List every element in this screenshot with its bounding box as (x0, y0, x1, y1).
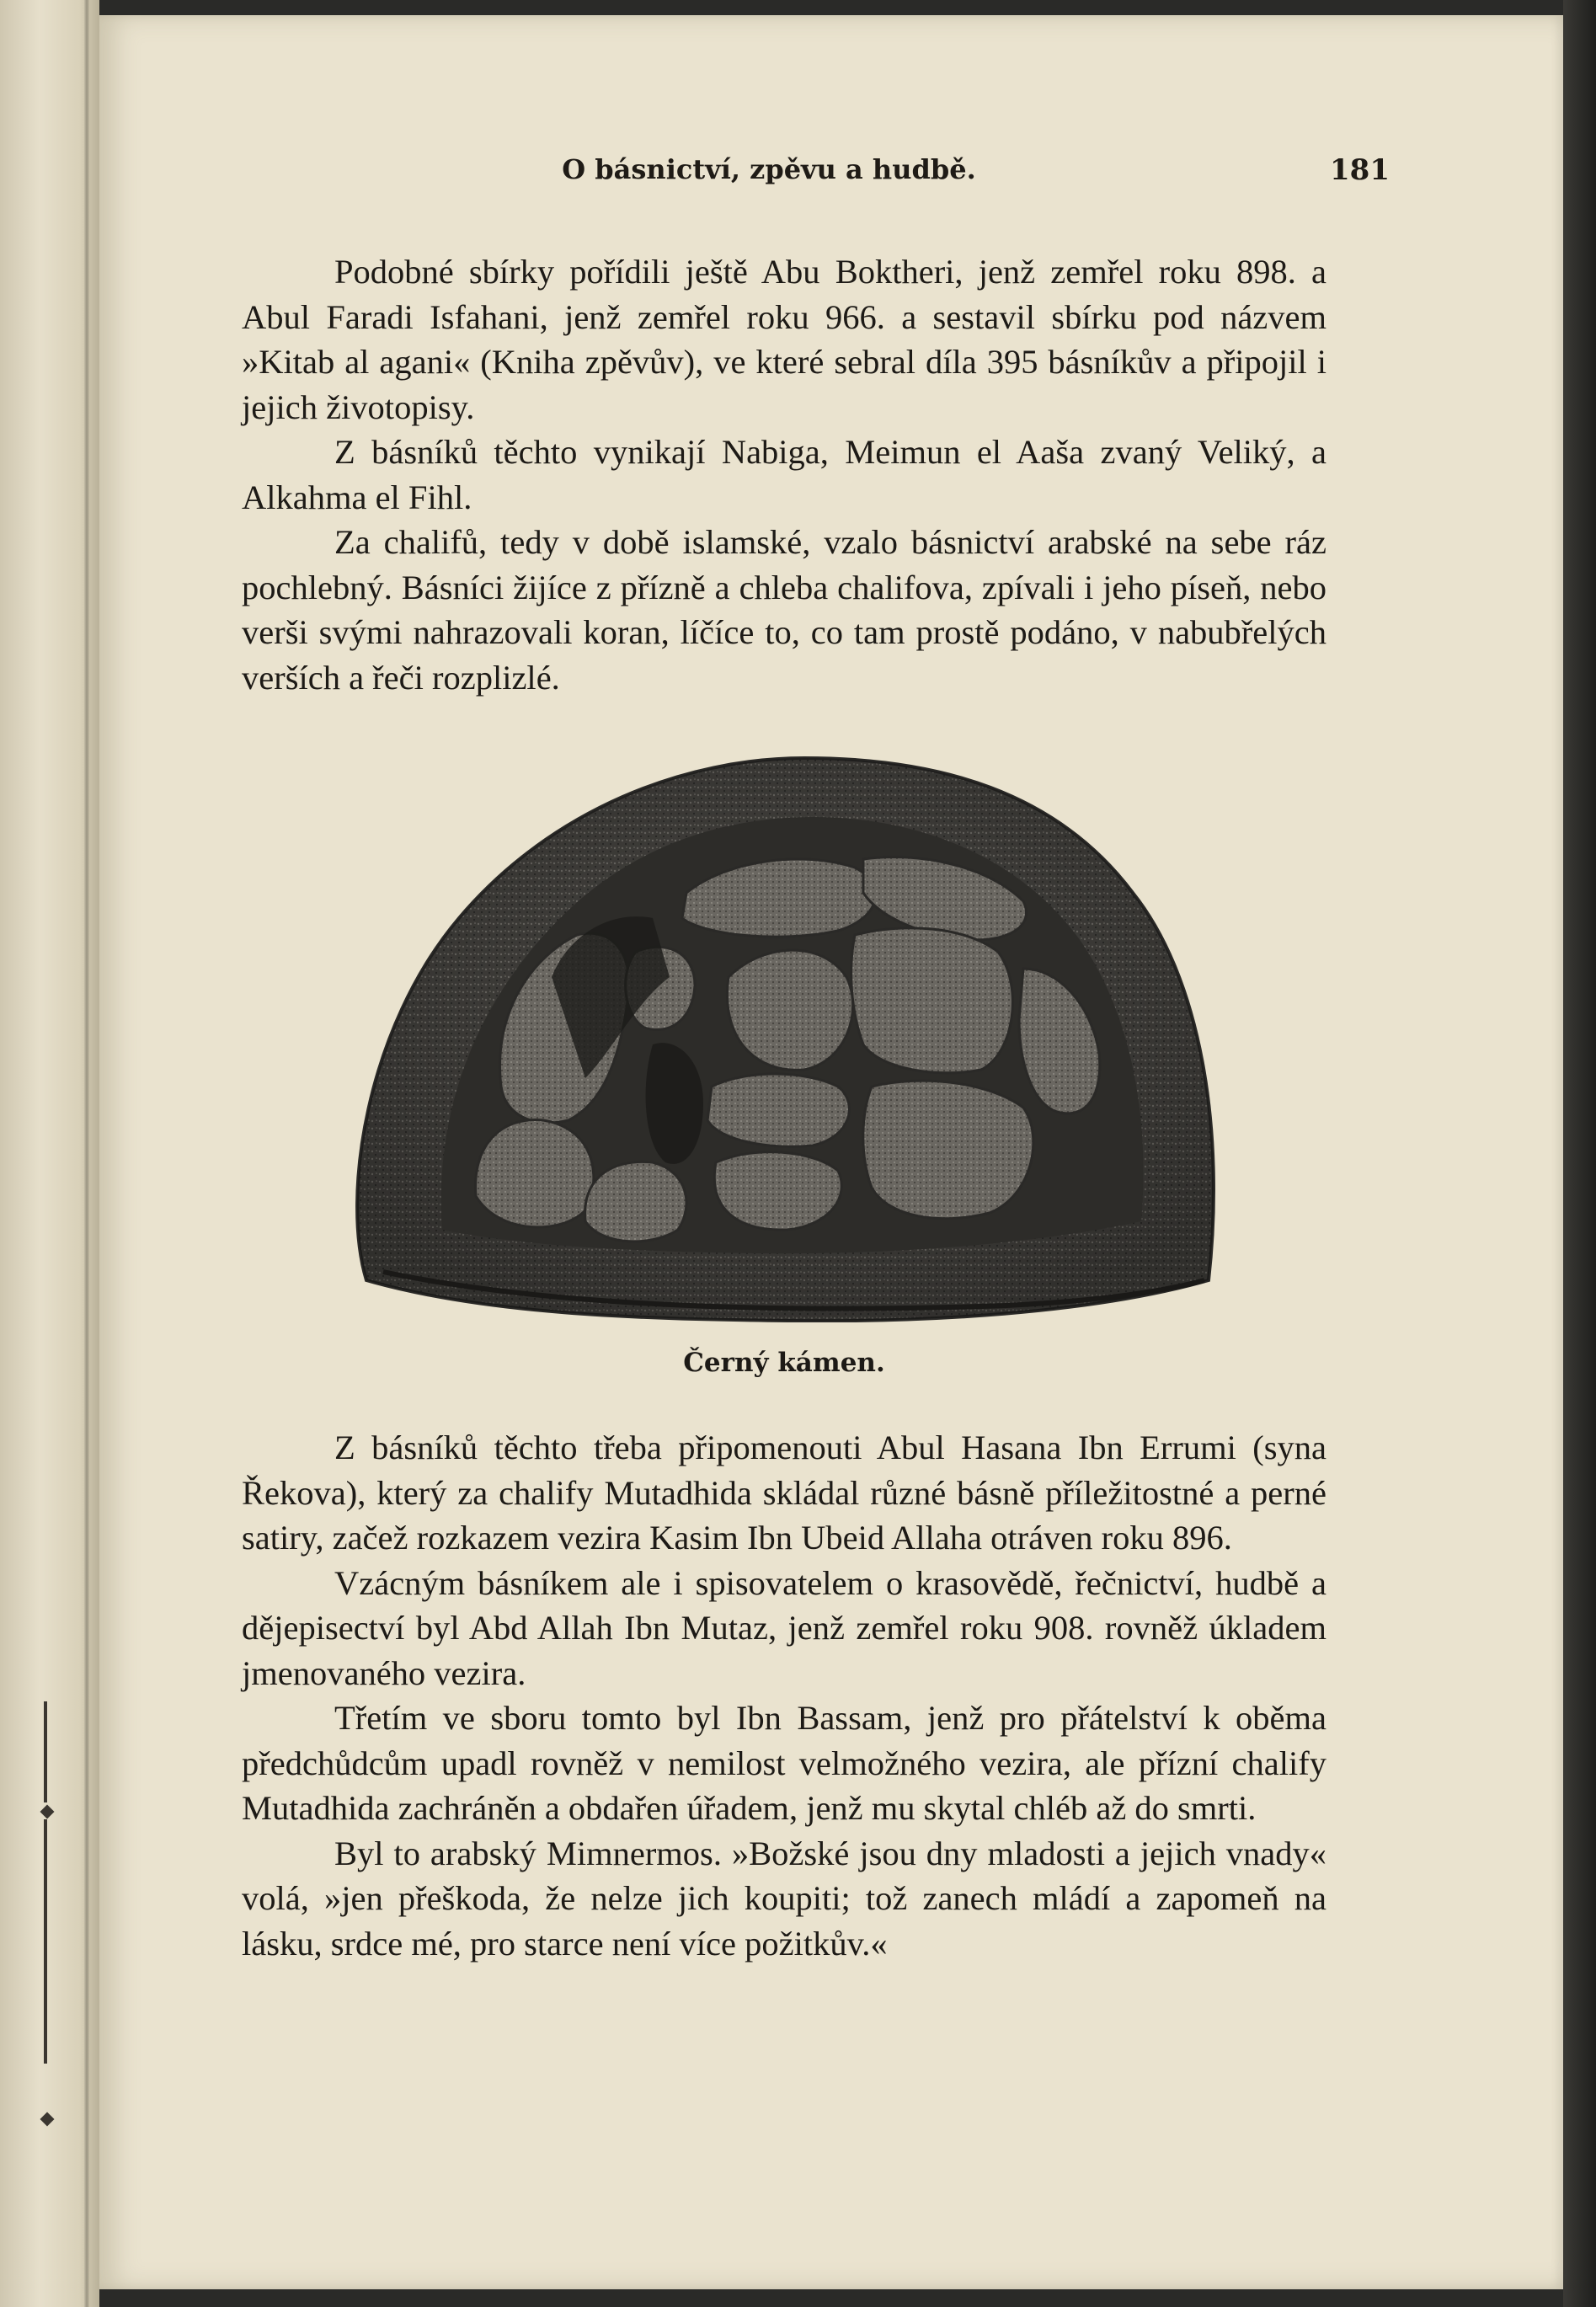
page-header (141, 153, 1396, 204)
margin-mark (44, 1701, 47, 1802)
paragraph: Z básníků těchto třeba připomenouti Abul Hasana Ibn Errumi (syna Řekova), který za chalify Mutadhida skládal různé básně příležitostné a perné satiry, začež rozkazem vezira Kasim Ibn Ubeid Allaha otráven roku 896. (242, 1429, 1326, 1557)
page-edge-shadow (1563, 0, 1596, 2307)
figure-caption: Černý kámen. (683, 1348, 885, 1378)
paragraph: Za chalifů, tedy v době islamské, vzalo básnictví arabské na sebe ráz pochlebný. Básníci žijíce z přízně a chleba chalifova, zpívali i jeho píseň, nebo verši svými nahrazovali koran, líčíce to, co tam prostě podáno, v nabubřelých verších a řeči rozplizlé. (242, 523, 1326, 697)
paragraph: Vzácným básníkem ale i spisovatelem o krasovědě, řečnictví, hudbě a dějepisectví byl Abd Allah Ibn Mutaz, jenž zemřel roku 908. rovněž úkladem jmenovaného vezira. (242, 1563, 1326, 1692)
figure-black-stone (333, 724, 1242, 1322)
paragraph: Byl to arabský Mimnermos. »Božské jsou dny mladosti a jejich vnady« volá, »jen přeškoda, že nelze jich koupiti; tož zanech mládí a zapomeň na lásku, srdce mé, pro starce není více požitkův.« (242, 1834, 1326, 1963)
body-text-bottom (242, 1425, 1326, 1966)
body-text-top (242, 249, 1326, 700)
margin-mark (44, 1819, 47, 2064)
black-stone-illustration (333, 724, 1242, 1322)
running-head: O básnictví, zpěvu a hudbě. (562, 153, 976, 185)
book-binding-gutter (84, 0, 89, 2307)
paragraph: Z básníků těchto vynikají Nabiga, Meimun el Aaša zvaný Veliký, a Alkahma el Fihl. (242, 433, 1326, 516)
paragraph: Třetím ve sboru tomto byl Ibn Bassam, jenž pro přátelství k oběma předchůdcům upadl rovněž v nemilost velmožného vezira, ale přízní chalify Mutadhida zachráněn a obdařen úřadem, jenž mu skytal chléb až do smrti. (242, 1699, 1326, 1827)
page-number: 181 (1330, 153, 1390, 187)
paragraph: Podobné sbírky pořídili ještě Abu Boktheri, jenž zemřel roku 898. a Abul Faradi Isfahani, jenž zemřel roku 966. a sestavil sbírku pod názvem »Kitab al agani« (Kniha zpěvův), ve které sebral díla 395 básníkův a připojil i jejich životopisy. (242, 253, 1326, 426)
